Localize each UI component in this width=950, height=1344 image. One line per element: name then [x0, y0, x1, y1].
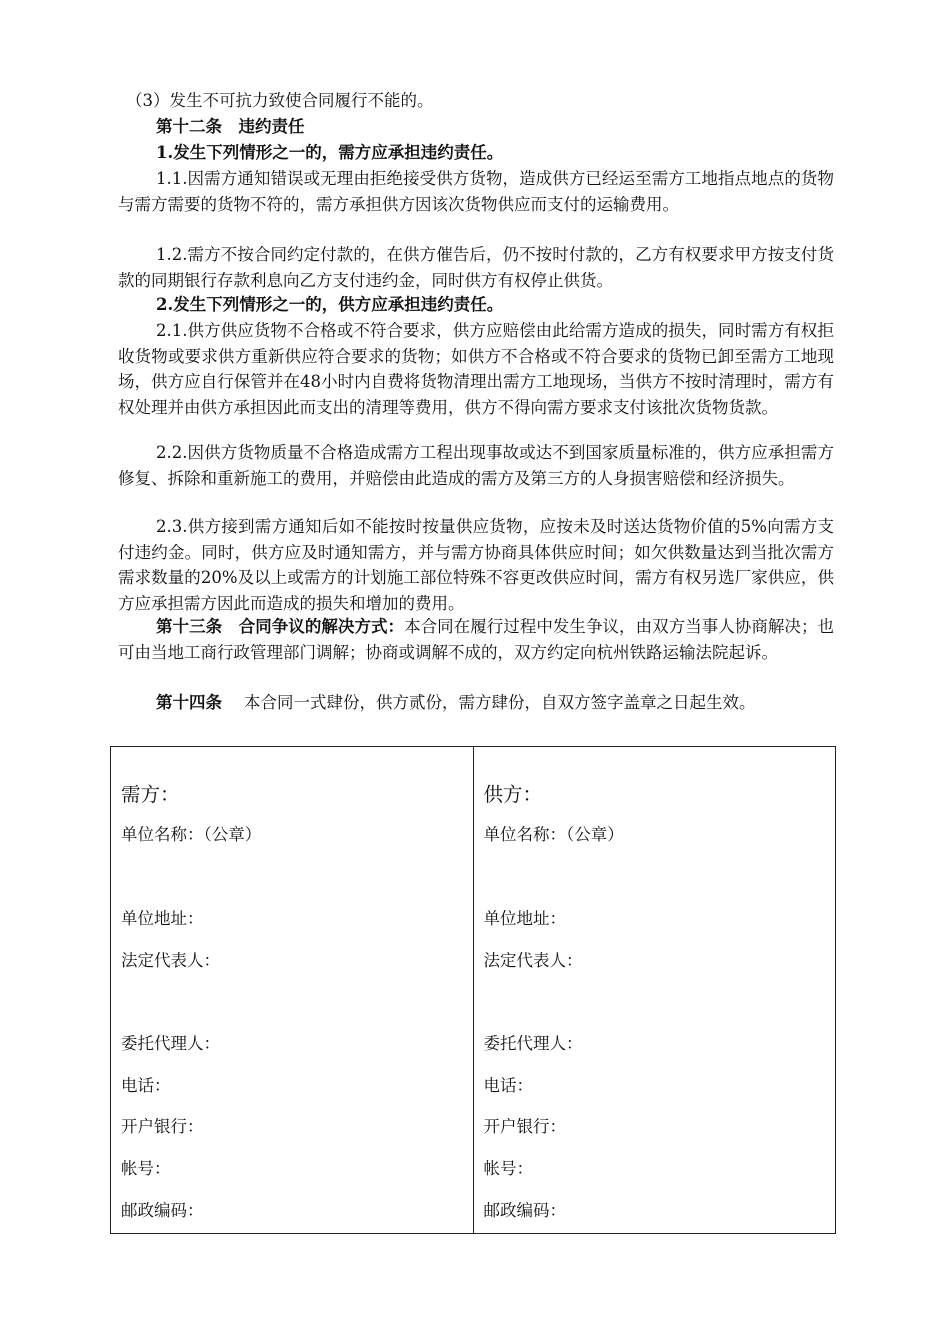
article-13 — [118, 614, 834, 665]
clause-1-2: 1.2.需方不按合同约定付款的，在供方催告后，仍不按时付款的，乙方有权要求甲方按支付货款的同期银行存款利息向乙方支付违约金，同时供方有权停止供货。 — [118, 245, 834, 290]
section-2-heading: 2.发生下列情形之一的，供方应承担违约责任。 — [156, 295, 504, 314]
buyer-unit-name: 单位名称：（公章） — [121, 825, 262, 844]
buyer-postcode: 邮政编码： — [121, 1201, 204, 1220]
article-14-label: 第十四条 — [156, 693, 222, 712]
clause-2-3: 2.3.供方接到需方通知后如不能按时按量供应货物，应按未及时送达货物价值的5%向需方支付违约金。同时，供方应及时通知需方，并与需方协商具体供应时间；如欠供数量达到当批次需方需求数量的20%及以上或需方的计划施工部位特殊不容更改供应时间，需方有权另选厂家供应，供方应承担需方因此而造成的损失和增加的费用。 — [118, 517, 834, 613]
supplier-legal-rep: 法定代表人： — [483, 951, 583, 970]
signature-table — [110, 746, 836, 1234]
section-1-heading: 1.发生下列情形之一的，需方应承担违约责任。 — [156, 143, 504, 162]
buyer-signature-cell — [111, 747, 474, 1234]
buyer-phone: 电话： — [121, 1076, 171, 1095]
supplier-agent: 委托代理人： — [483, 1034, 583, 1053]
article-13-label: 第十三条 合同争议的解决方式： — [156, 617, 405, 636]
clause-2-1: 2.1.供方供应货物不合格或不符合要求，供方应赔偿由此给需方造成的损失，同时需方有权拒收货物或要求供方重新供应符合要求的货物；如供方不合格或不符合要求的货物已卸至需方工地现场，供方应自行保管并在48小时内自费将货物清理出需方工地现场，当供方不按时清理时，需方有权处理并由供方承担因此而支出的清理等费用，供方不得向需方要求支付该批次货物货款。 — [118, 321, 834, 417]
supplier-address: 单位地址： — [483, 909, 566, 928]
article-12-heading: 第十二条 违约责任 — [156, 117, 305, 136]
article-13-text: 本合同在履行过程中发生争议，由双方当事人协商解决；也可由当地工商行政管理部门调解；协商或调解不成的，双方约定向杭州铁路运输法院起诉。 — [118, 617, 835, 662]
clause-2-2: 2.2.因供方货物质量不合格造成需方工程出现事故或达不到国家质量标准的，供方应承担需方修复、拆除和重新施工的费用，并赔偿由此造成的需方及第三方的人身损害赔偿和经济损失。 — [118, 443, 834, 488]
supplier-bank: 开户银行： — [483, 1117, 566, 1136]
supplier-account: 帐号： — [483, 1159, 533, 1178]
supplier-signature-cell — [473, 747, 836, 1234]
supplier-party-label: 供方： — [483, 783, 543, 806]
article-14-text: 本合同一式肆份，供方贰份，需方肆份，自双方签字盖章之日起生效。 — [244, 693, 756, 712]
clause-1-1: 1.1.因需方通知错误或无理由拒绝接受供方货物，造成供方已经运至需方工地指点地点的货物与需方需要的货物不符的，需方承担供方因该次货物供应而支付的运输费用。 — [118, 169, 834, 214]
buyer-legal-rep: 法定代表人： — [121, 951, 220, 970]
article-14 — [118, 690, 834, 716]
buyer-account: 帐号： — [121, 1159, 171, 1178]
supplier-phone: 电话： — [483, 1076, 533, 1095]
buyer-address: 单位地址： — [121, 909, 204, 928]
supplier-unit-name: 单位名称：（公章） — [483, 825, 624, 844]
buyer-bank: 开户银行： — [121, 1117, 204, 1136]
buyer-party-label: 需方： — [121, 783, 180, 806]
clause-item-3: （3）发生不可抗力致使合同履行不能的。 — [126, 91, 434, 110]
buyer-agent: 委托代理人： — [121, 1034, 220, 1053]
supplier-postcode: 邮政编码： — [483, 1201, 566, 1220]
